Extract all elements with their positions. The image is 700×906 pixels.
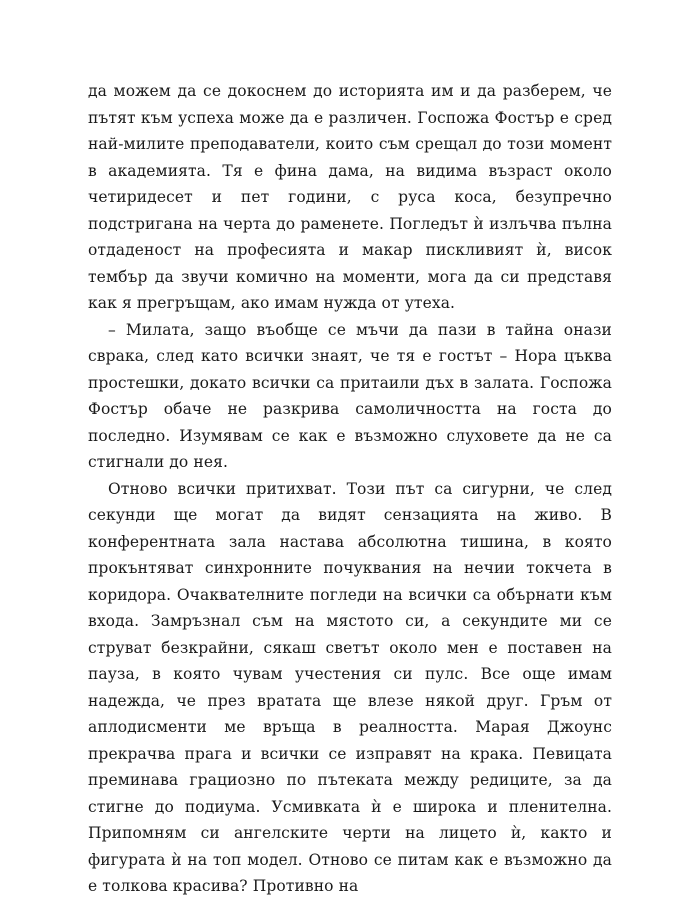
- document-page: [88, 78, 612, 900]
- paragraph-1: да можем да се докоснем до историята им и да разберем, че пътят към успеха може да е различен. Госпожа Фостър е сред най-милите преподаватели, които съм срещал до този момент в академията. Тя е фина дама, на видима възраст около четиридесет и пет години, с руса коса, безупречно подстригана на черта до раменете. Погледът ѝ излъчва пълна отдаденост на професията и макар пискливият ѝ, висок тембър да звучи комично на моменти, мога да си представя как я прегръщам, ако имам нужда от утеха.: [88, 82, 612, 312]
- paragraph-3: Отново всички притихват. Този път са сигурни, че след секунди ще могат да видят сензацията на живо. В конферентната зала настава абсолютна тишина, в която прокънтяват синхронните почуквания на нечии токчета в коридора. Очаквателните погледи на всички са обърнати към входа. Замръзнал съм на мястото си, а секундите ми се струват безкрайни, сякаш светът около мен е поставен на пауза, в която чувам учестения си пулс. Все още имам надежда, че през вратата ще влезе някой друг. Гръм от аплодисменти ме връща в реалността. Марая Джоунс прекрачва прага и всички се изправят на крака. Певицата преминава грациозно по пътеката между редиците, за да стигне до подиума. Усмивката ѝ е широка и пленителна. Припомням си ангелските черти на лицето ѝ, както и фигурата ѝ на топ модел. Отново се питам как е възможно да е толкова красива? Противно на: [88, 479, 612, 895]
- paragraph-2: – Милата, защо въобще се мъчи да пази в тайна онази сврака, след като всички знаят, че тя е гостът – Нора цъква простешки, докато всички са притаили дъх в залата. Госпожа Фостър обаче не разкрива самоличността на госта до последно. Изумявам се как е възможно слуховете да не са стигнали до нея.: [88, 320, 612, 471]
